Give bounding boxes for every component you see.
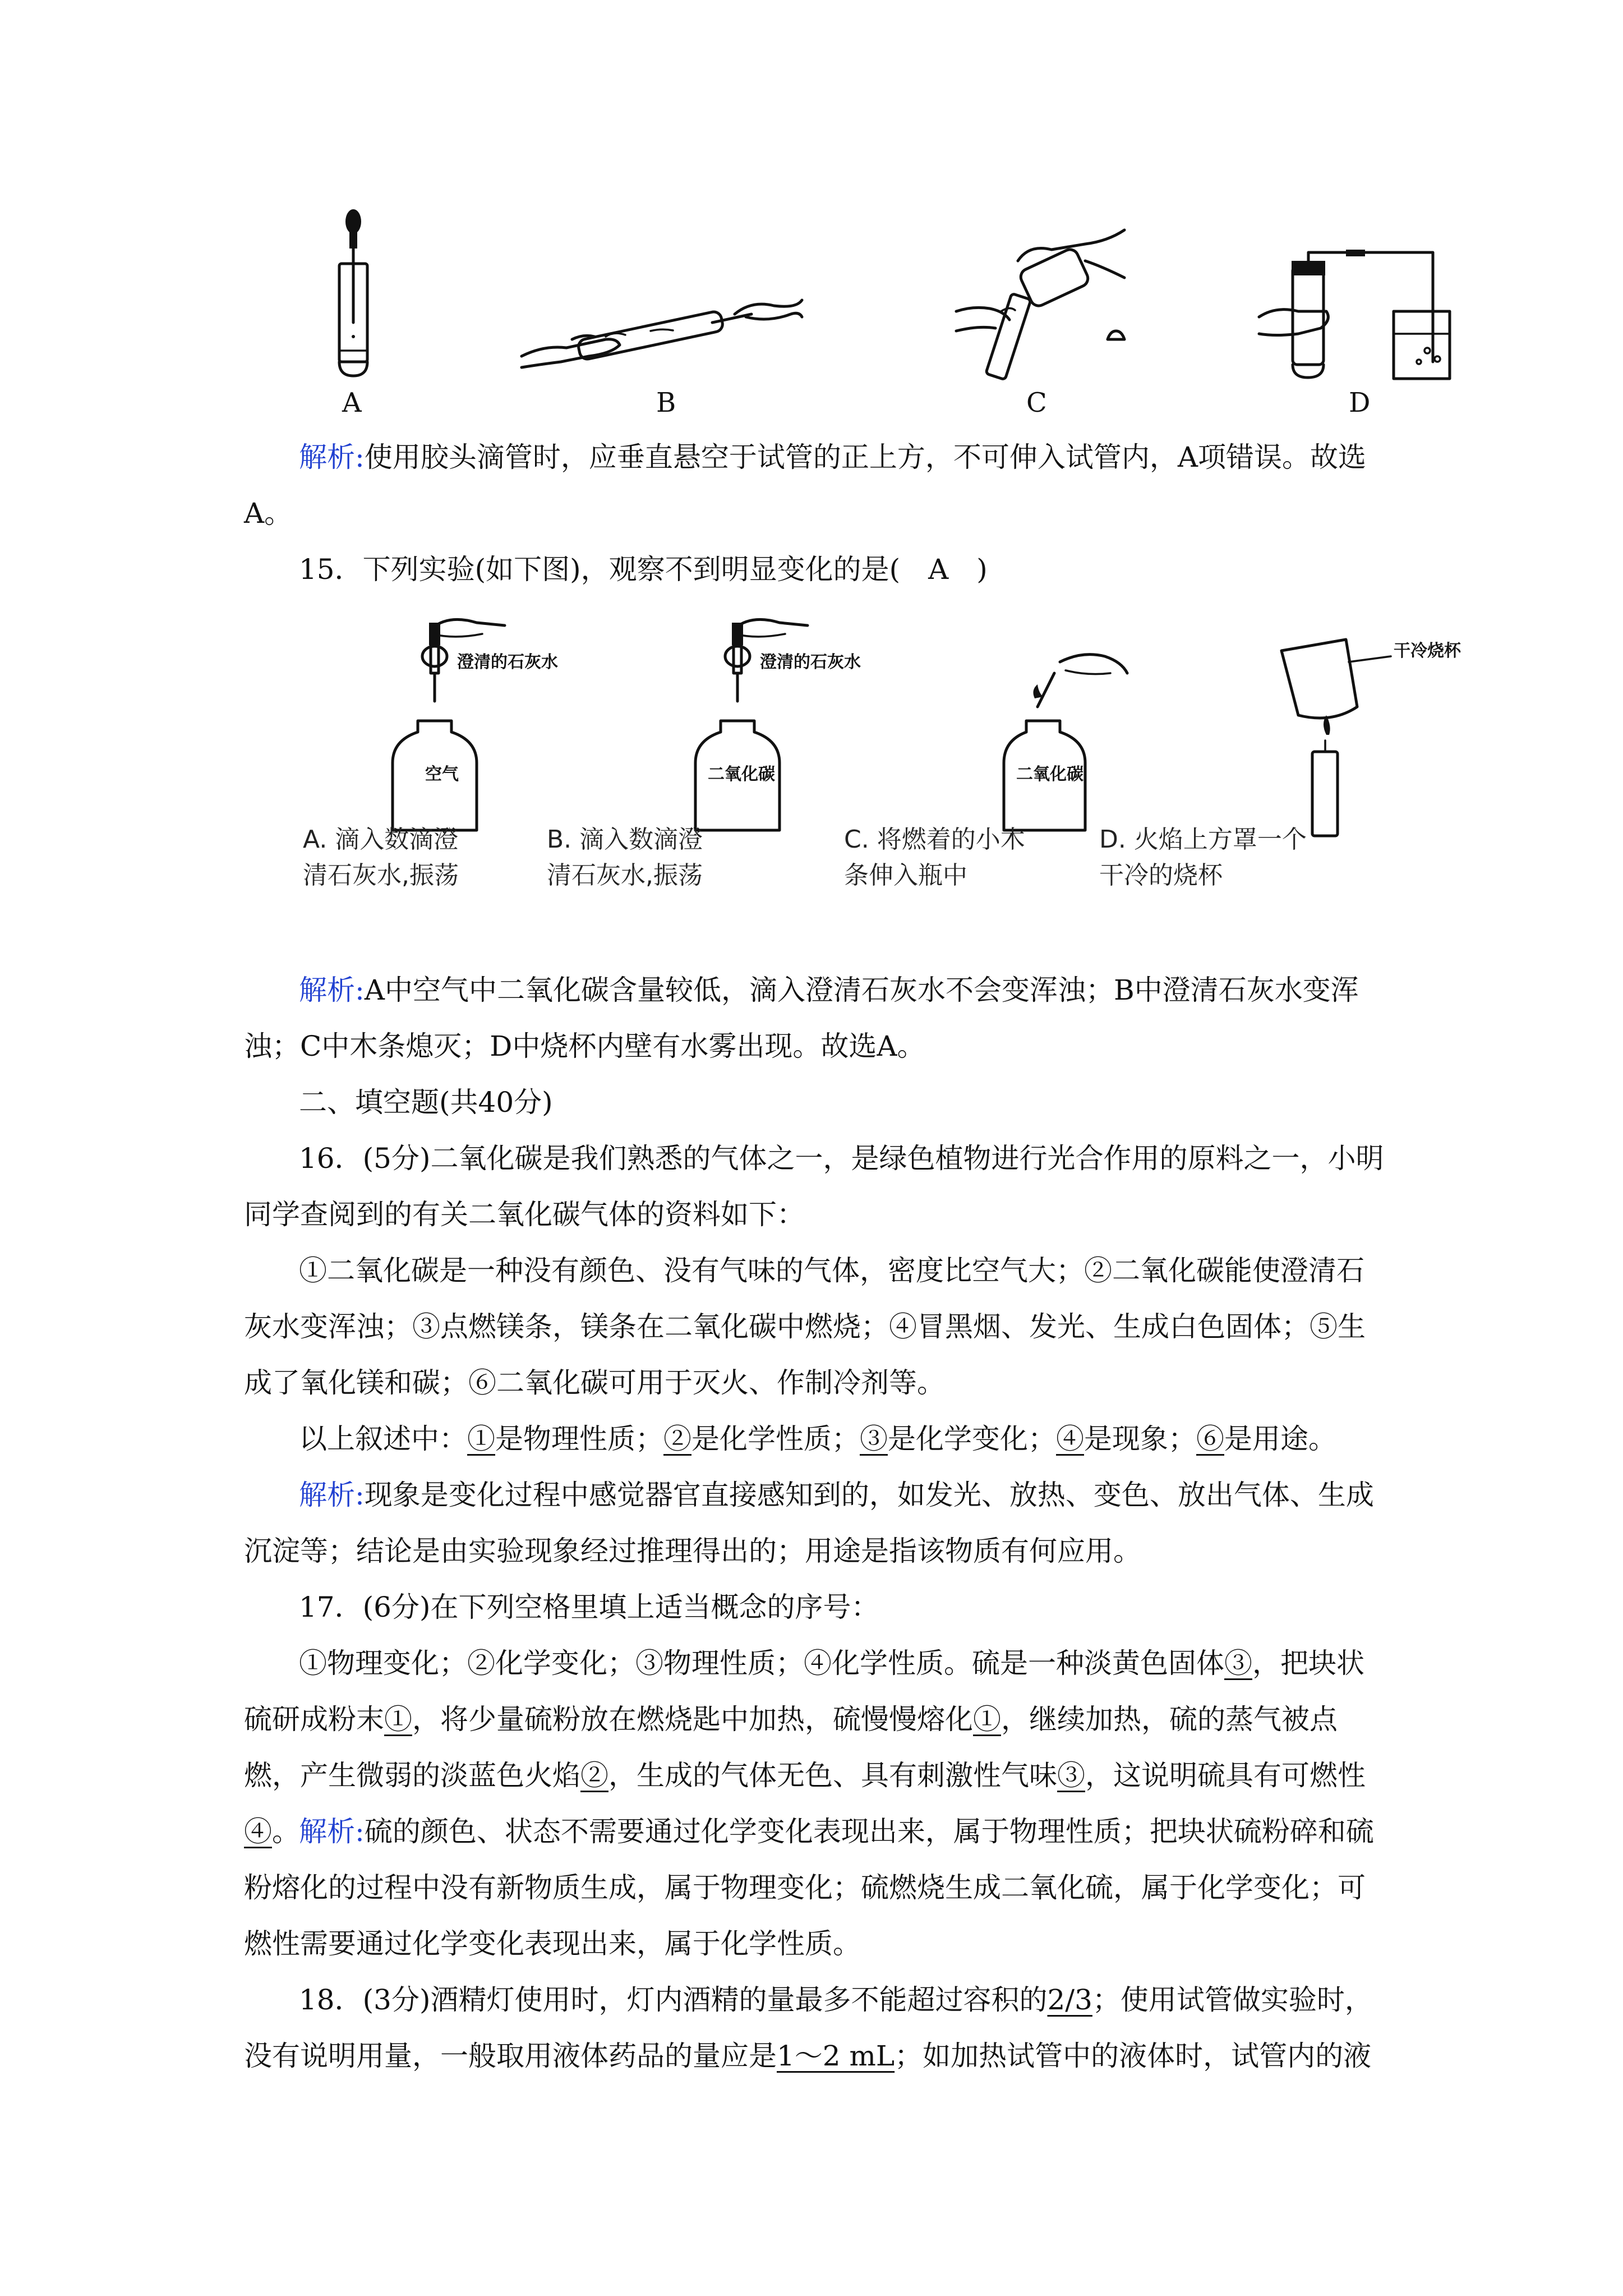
figure-dropper-in-tube [328,210,384,379]
bottle-label-b: 二氧化碳 [708,765,775,784]
q17-body: ①物理变化；②化学变化；③物理性质；④化学性质。硫是一种淡黄色固体③，把块状硫研成粉末①，将少量硫粉放在燃烧匙中加热，硫慢慢熔化①，继续加热，硫的蒸气被点燃，产生微弱的淡蓝色火焰②，生成的气体无色、具有刺激性气味③，这说明硫具有可燃性④。 [244,1647,1366,1848]
figure-airtight-check [1259,250,1444,379]
q15-analysis [244,962,1388,1074]
answer-blank: 1～2 mL [777,2040,895,2072]
fig-label-d: D [1349,387,1371,418]
beaker-label: 干冷烧杯 [1394,641,1461,661]
answer-blank: 2/3 [1047,1984,1092,2016]
q18-body: 18．(3分)酒精灯使用时，灯内酒精的量最多不能超过容积的2/3；使用试管做实验时，没有说明用量，一般取用液体药品的量应是1～2 mL；如加热试管中的液体时，试管内的液 [244,1984,1373,2072]
answer-blank: ③ [1057,1759,1085,1792]
analysis-text: 现象是变化过程中感觉器官直接感知到的，如发光、放热、变色、放出气体、生成沉淀等；结论是由实验现象经过推理得出的；用途是指该物质有何应用。 [244,1479,1374,1567]
analysis-label: 解析: [299,1479,365,1511]
q17-analysis [244,1803,1388,1972]
figure-hands-tube-horizontal [522,283,802,379]
dropper-label-b: 澄清的石灰水 [760,652,861,672]
analysis-label: 解析: [299,974,365,1006]
caption-a: A. 滴入数滴澄清石灰水,振荡 [303,825,459,890]
analysis-label: 解析: [299,441,365,473]
fig-label-b: B [656,387,676,418]
answer-blank: ① [467,1423,495,1455]
section-heading: 二、填空题(共40分) [299,1086,553,1119]
answer-blank: ③ [1224,1647,1252,1680]
q16-material: ①二氧化碳是一种没有颜色、没有气味的气体，密度比空气大；②二氧化碳能使澄清石灰水变浑浊；③点燃镁条，镁条在二氧化碳中燃烧；④冒黑烟、发光、生成白色固体；⑤生成了氧化镁和碳；⑥二氧化碳可用于灭火、作制冷剂等。 [244,1254,1366,1399]
answer-blank: ④ [244,1815,272,1848]
analysis-text: 使用胶头滴管时，应垂直悬空于试管的正上方，不可伸入试管内，A项错误。故选A。 [244,441,1366,530]
analysis-label: 解析: [299,1815,365,1848]
figure-q15-d [1281,639,1461,841]
fig-label-c: C [1026,387,1047,418]
answer-blank: ① [973,1703,1001,1736]
dropper-label-a: 澄清的石灰水 [457,652,558,672]
fig-label-a: A [342,387,362,418]
answer-blank: ② [580,1759,608,1792]
answer-blank: ③ [860,1423,888,1455]
caption-c: C. 将燃着的小木条伸入瓶中 [844,825,1025,890]
figure-q15-a [393,611,578,836]
figure-q15-c [1004,645,1138,836]
bottle-label-a: 空气 [425,765,459,784]
caption-b: B. 滴入数滴澄清石灰水,振荡 [547,825,703,890]
analysis-text: A中空气中二氧化碳含量较低，滴入澄清石灰水不会变浑浊；B中澄清石灰水变浑浊；C中木条熄灭；D中烧杯内壁有水雾出现。故选A。 [244,974,1359,1062]
q17-stem: 17．(6分)在下列空格里填上适当概念的序号： [299,1591,879,1623]
answer-blank: ④ [1056,1423,1084,1455]
q16-analysis [244,1467,1388,1579]
analysis-text: 硫的颜色、状态不需要通过化学变化表现出来，属于物理性质；把块状硫粉碎和硫粉熔化的过程中没有新物质生成，属于物理变化；硫燃烧生成二氧化硫，属于化学变化；可燃性需要通过化学变化表现出来，属于化学性质。 [244,1815,1374,1960]
bottle-label-c: 二氧化碳 [1016,765,1083,784]
q16-stem: 16．(5分)二氧化碳是我们熟悉的气体之一，是绿色植物进行光合作用的原料之一，小明同学查阅到的有关二氧化碳气体的资料如下： [244,1142,1384,1231]
caption-d: D. 火焰上方罩一个干冷的烧杯 [1099,825,1307,890]
figure-pour-into-tube [956,227,1136,379]
q15-stem: 15．下列实验(如下图)，观察不到明显变化的是( A ) [299,553,988,586]
answer-blank: ② [663,1423,691,1455]
q16-answers: 以上叙述中：①是物理性质；②是化学性质；③是化学变化；④是现象；⑥是用途。 [299,1423,1336,1455]
answer-blank: ⑥ [1196,1423,1224,1455]
q14-analysis [244,429,1388,541]
answer-blank: ① [384,1703,412,1736]
figure-q15-b [695,611,880,836]
